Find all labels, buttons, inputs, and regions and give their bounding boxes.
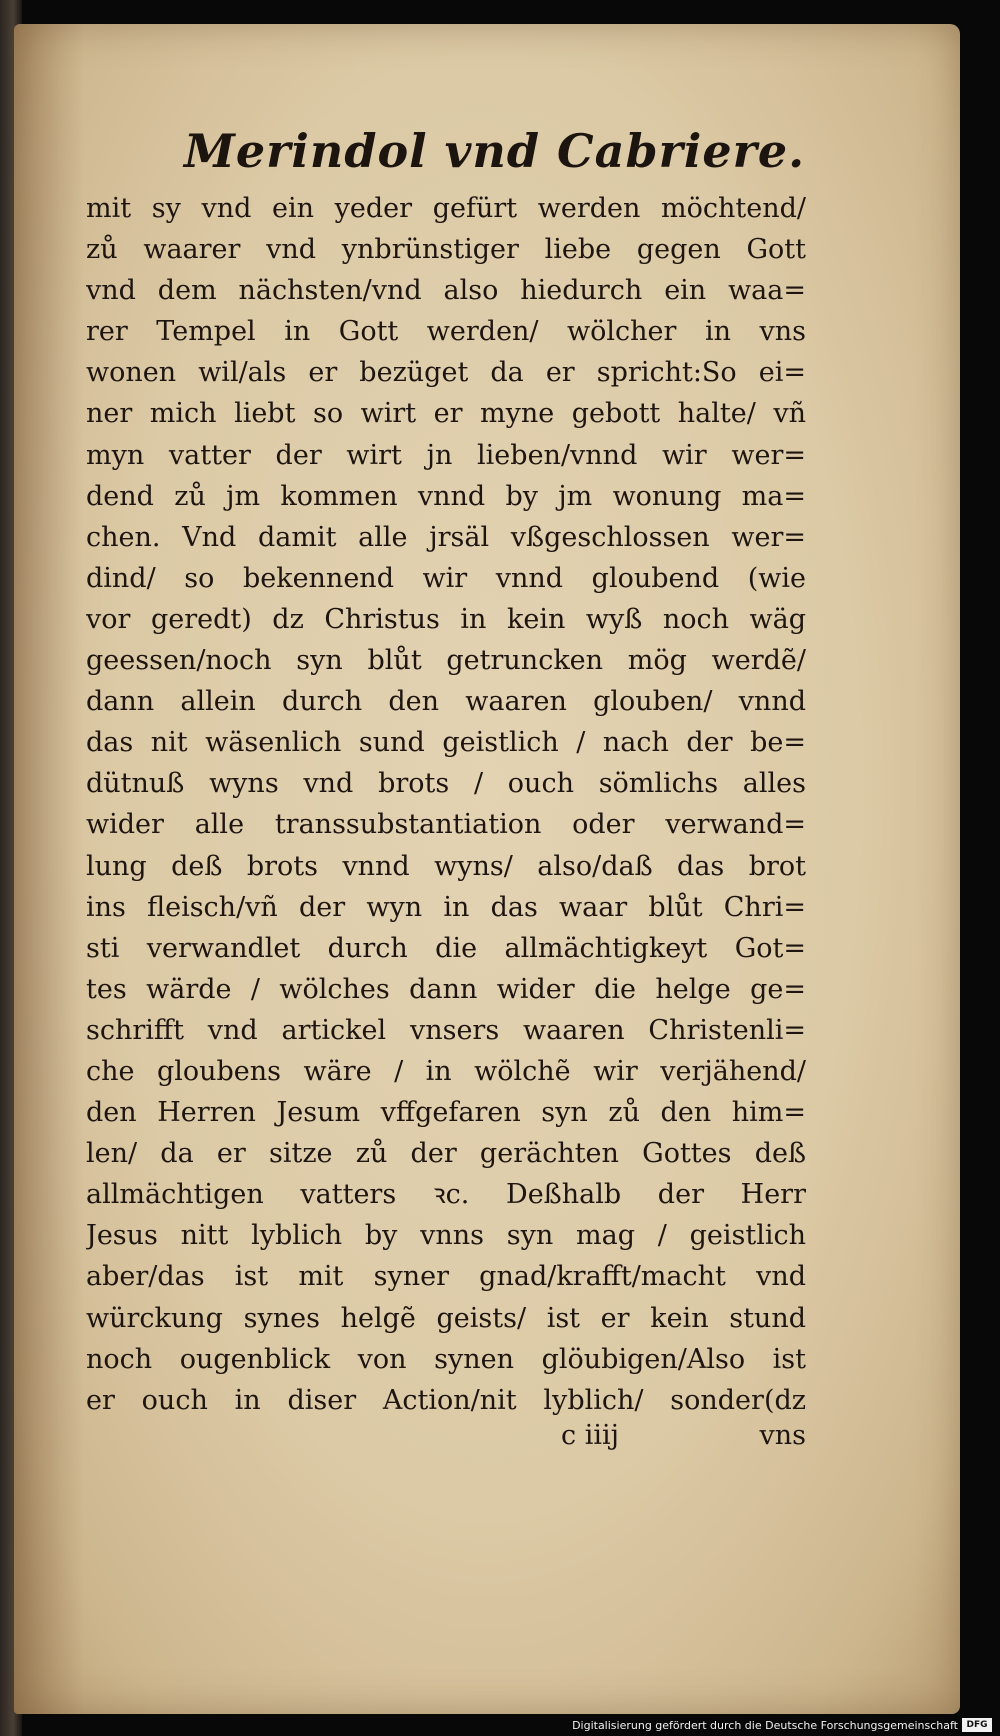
- text-line: ner mich liebt so wirt er myne gebott halte/ vñ: [86, 398, 806, 430]
- text-line: rer Tempel in Gott werden/ wölcher in vns: [86, 316, 806, 348]
- text-line: dind/ so bekennend wir vnnd gloubend (wie: [86, 562, 806, 594]
- text-line: vor geredt) dz Christus in kein wyß noch wäg: [86, 603, 806, 635]
- text-line: schrifft vnd artickel vnsers waaren Christenli=: [86, 1014, 806, 1046]
- text-line: tes wärde / wölches dann wider die helge ge=: [86, 973, 806, 1005]
- signature-line: [86, 1420, 806, 1460]
- text-line: sti verwandlet durch die allmächtigkeyt Got=: [86, 932, 806, 964]
- text-line: Jesus nitt lyblich by vnns syn mag / geistlich: [86, 1220, 806, 1252]
- text-line: vnd dem nächsten/vnd also hiedurch ein waa=: [86, 275, 806, 307]
- digitization-credit: Digitalisierung gefördert durch die Deutsche Forschungsgemeinschaft: [572, 1719, 958, 1732]
- text-line: noch ougenblick von synen glöubigen/Also ist: [86, 1343, 806, 1375]
- text-line: myn vatter der wirt jn lieben/vnnd wir wer=: [86, 439, 806, 471]
- text-line: aber/das ist mit syner gnad/krafft/macht vnd: [86, 1261, 806, 1293]
- text-line: er ouch in diser Action/nit lyblich/ sonder(dz: [86, 1384, 806, 1416]
- text-line: allmächtigen vatters ꝛc. Deßhalb der Herr: [86, 1179, 806, 1211]
- text-line: mit sy vnd ein yeder gefürt werden möchtend/: [86, 193, 806, 224]
- text-line: würckung synes helgẽ geists/ ist er kein stund: [86, 1302, 806, 1334]
- text-line: chen. Vnd damit alle jrsäl vßgeschlossen wer=: [86, 521, 806, 553]
- text-line: lung deß brots vnnd wyns/ also/daß das brot: [86, 850, 806, 882]
- signature-mark: c iiij: [561, 1420, 619, 1451]
- text-line: zů waarer vnd ynbrünstiger liebe gegen Gott: [86, 234, 806, 266]
- text-line: den Herren Jesum vffgefaren syn zů den him=: [86, 1097, 806, 1129]
- catchword: vns: [759, 1420, 806, 1451]
- text-block: [86, 188, 806, 1421]
- text-line: ins fleisch/vñ der wyn in das waar blůt Chri=: [86, 891, 806, 923]
- text-line: das nit wäsenlich sund geistlich / nach der be=: [86, 727, 806, 759]
- text-line: che gloubens wäre / in wölchẽ wir verjähend/: [86, 1055, 806, 1087]
- text-line: dann allein durch den waaren glouben/ vnnd: [86, 686, 806, 718]
- text-line: wider alle transsubstantiation oder verwand=: [86, 809, 806, 841]
- text-line: geessen/noch syn blůt getruncken mög werdẽ/: [86, 645, 806, 677]
- text-line: dütnuß wyns vnd brots / ouch sömlichs alles: [86, 768, 806, 800]
- running-head: Merindol vnd Cabriere.: [184, 124, 806, 178]
- text-line: dend zů jm kommen vnnd by jm wonung ma=: [86, 480, 806, 512]
- dfg-logo: DFG: [962, 1718, 992, 1732]
- book-page: [14, 24, 960, 1714]
- text-line: len/ da er sitze zů der gerächten Gottes deß: [86, 1138, 806, 1170]
- text-line: wonen wil/als er bezüget da er spricht:So ei=: [86, 357, 806, 389]
